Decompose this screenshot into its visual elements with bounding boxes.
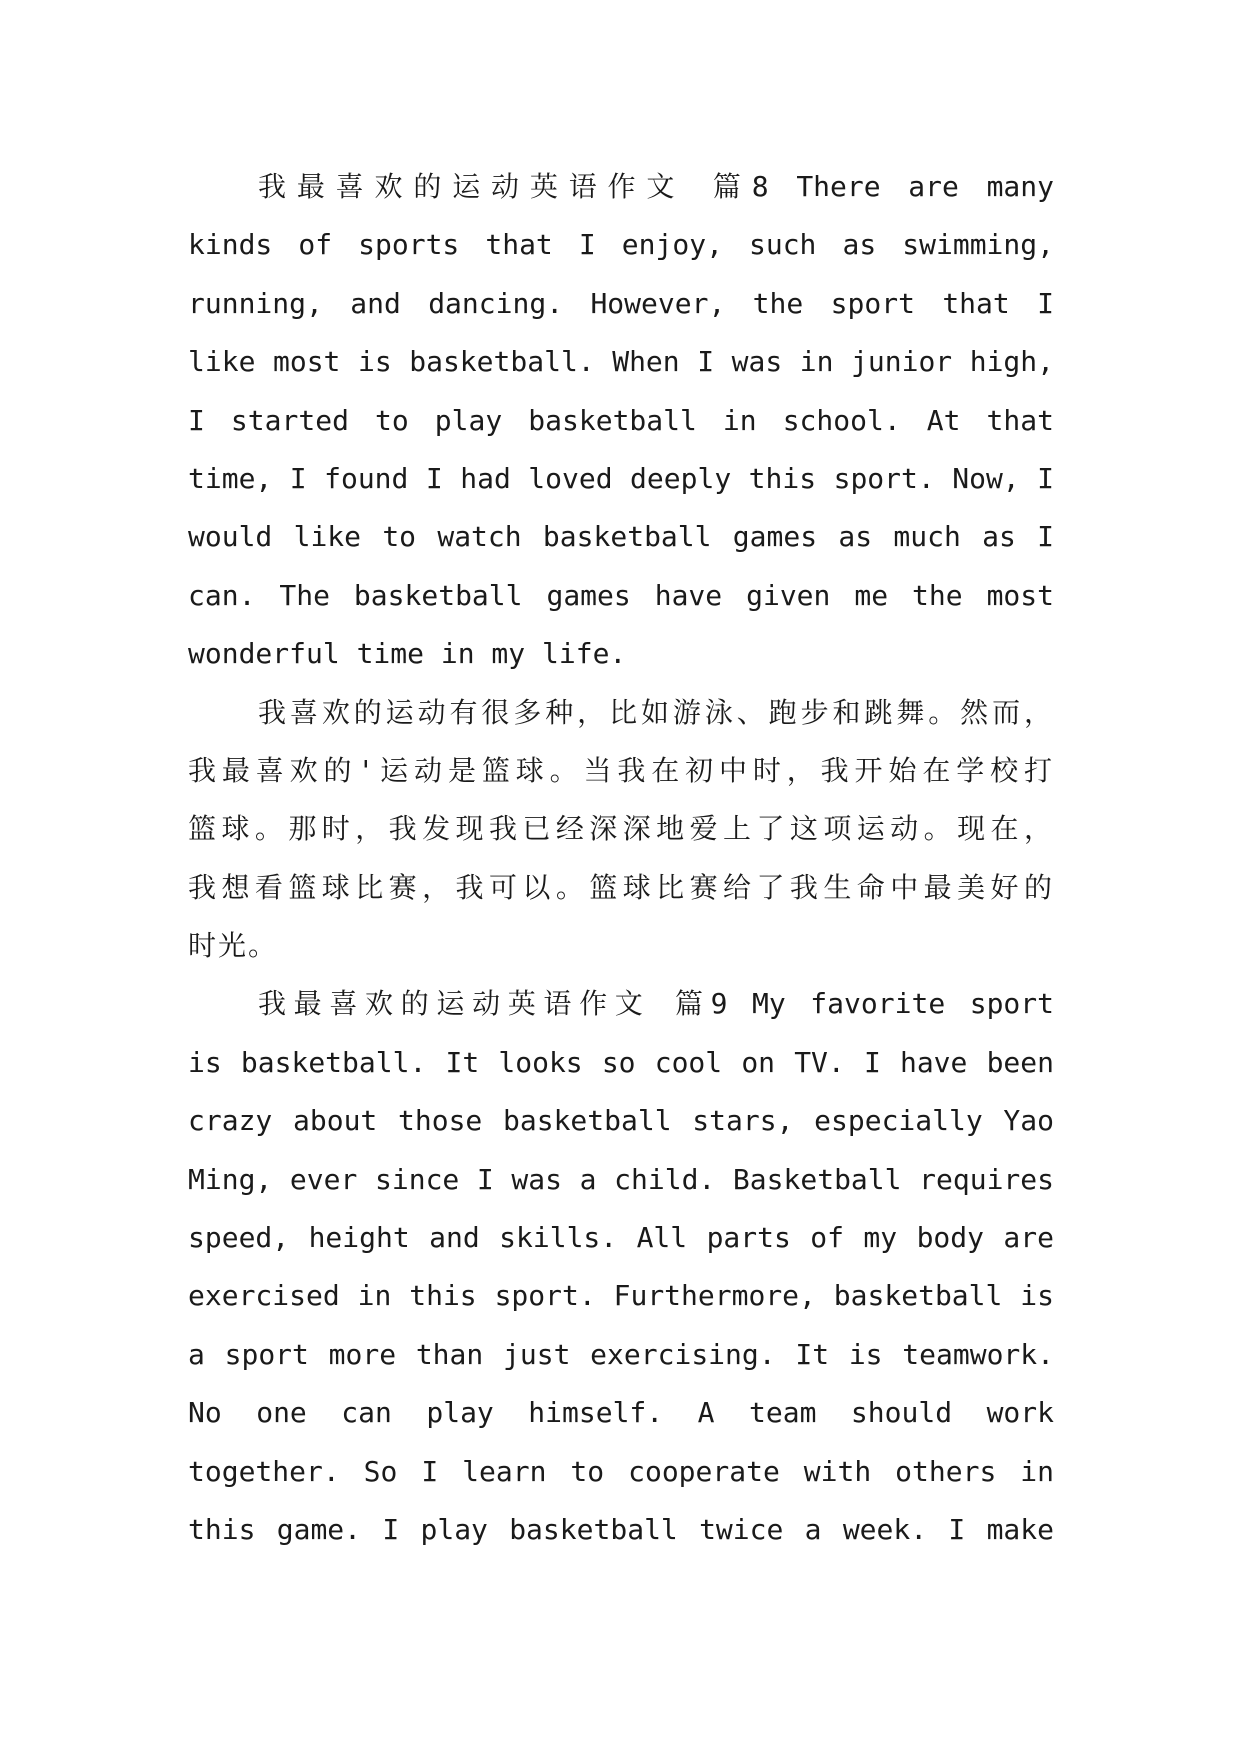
- text-line: wonderful time in my life.: [188, 637, 627, 671]
- text-line: exercised in this sport. Furthermore, basketball is: [188, 1279, 1054, 1313]
- text-line: is basketball. It looks so cool on TV. I have been: [188, 1045, 1054, 1079]
- text-line: time, I found I had loved deeply this sport. Now, I: [188, 461, 1054, 495]
- text-line: No one can play himself. A team should work: [188, 1396, 1054, 1430]
- text-line: 时光。: [188, 929, 279, 963]
- essay-8-heading-line: 我最喜欢的运动英语作文 篇8 There are many: [258, 170, 1054, 203]
- text-line: speed, height and skills. All parts of my body are: [188, 1221, 1054, 1255]
- text-line: can. The basketball games have given me the most: [188, 578, 1054, 612]
- document-body: [188, 158, 1054, 1559]
- paragraph-essay-9: [188, 975, 1054, 1559]
- text-line: like most is basketball. When I was in junior high,: [188, 345, 1054, 379]
- text-line: kinds of sports that I enjoy, such as swimming,: [188, 228, 1054, 262]
- text-line: this game. I play basketball twice a week. I make: [188, 1512, 1054, 1546]
- paragraph-essay-8: [188, 158, 1054, 684]
- paragraph-essay-8-translation: [188, 684, 1054, 976]
- text-line: I started to play basketball in school. At that: [188, 403, 1054, 437]
- text-line: 我喜欢的运动有很多种，比如游泳、跑步和跳舞。然而，: [258, 695, 1054, 729]
- text-line: 篮球。那时，我发现我已经深深地爱上了这项运动。现在，: [188, 812, 1054, 846]
- text-line: Ming, ever since I was a child. Basketball requires: [188, 1162, 1054, 1196]
- essay-9-heading-line: 我最喜欢的运动英语作文 篇9 My favorite sport: [258, 987, 1054, 1021]
- text-line: together. So I learn to cooperate with others in: [188, 1454, 1054, 1488]
- text-line: running, and dancing. However, the sport that I: [188, 286, 1054, 320]
- text-line: 我最喜欢的'运动是篮球。当我在初中时，我开始在学校打: [188, 753, 1054, 787]
- text-line: crazy about those basketball stars, especially Yao: [188, 1104, 1054, 1138]
- text-line: a sport more than just exercising. It is teamwork.: [188, 1337, 1054, 1371]
- text-line: 我想看篮球比赛，我可以。篮球比赛给了我生命中最美好的: [188, 870, 1054, 904]
- text-line: would like to watch basketball games as much as I: [188, 520, 1054, 554]
